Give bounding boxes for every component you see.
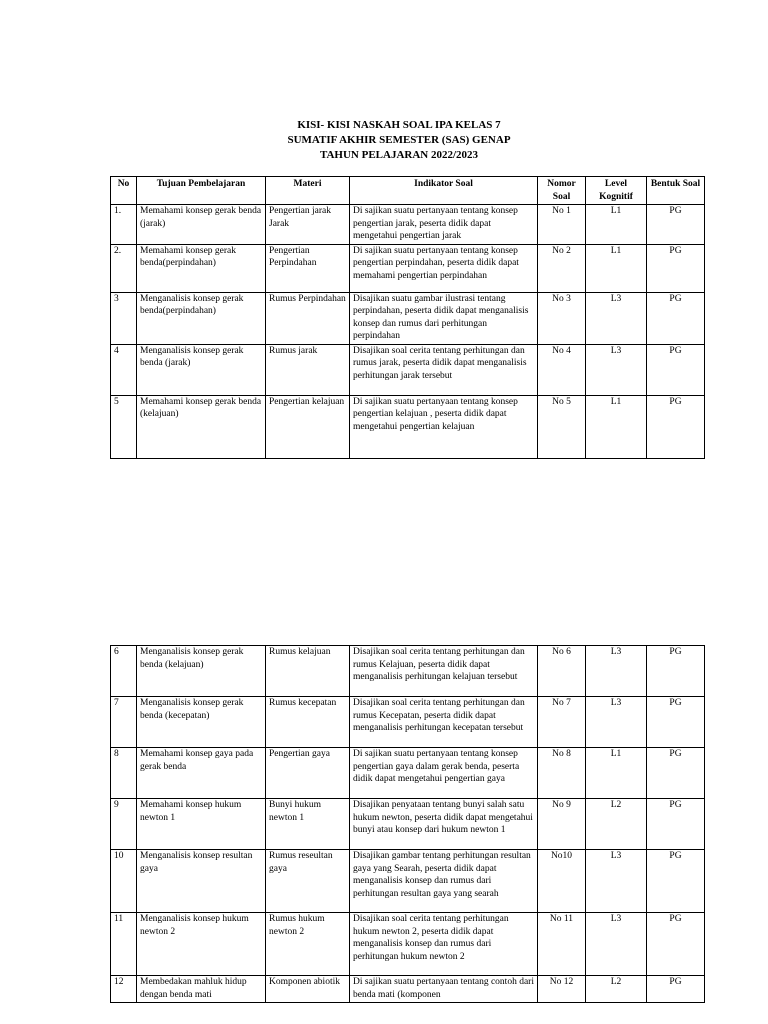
title-line-3: TAHUN PELAJARAN 2022/2023 — [319, 149, 479, 161]
cell-bentuk: PG — [647, 244, 705, 292]
cell-tujuan: Menganalisis konsep gerak benda(perpindahan) — [137, 292, 266, 344]
header-materi: Materi — [266, 177, 350, 205]
cell-level: L3 — [586, 850, 647, 913]
cell-indikator: Disajikan penyataan tentang bunyi salah satu hukum newton, peserta didik dapat mengetahui bunyi atau konsep dari hukum newton 1 — [350, 799, 538, 850]
title-line-1: KISI- KISI NASKAH SOAL IPA KELAS 7 — [297, 119, 501, 131]
title-line-2: SUMATIF AKHIR SEMESTER (SAS) GENAP — [287, 134, 511, 146]
cell-level: L1 — [586, 205, 647, 245]
cell-indikator: Disajikan gambar tentang perhitungan resultan gaya yang Searah, peserta didik dapat menganalisis konsep dan rumus dari perhitungan resultan gaya yang searah — [350, 850, 538, 913]
cell-materi: Bunyi hukum newton 1 — [266, 799, 350, 850]
cell-no: 9 — [111, 799, 137, 850]
cell-bentuk: PG — [647, 646, 705, 697]
cell-no: 1. — [111, 205, 137, 245]
cell-tujuan: Menganalisis konsep gerak benda (jarak) — [137, 344, 266, 395]
cell-indikator: Disajikan soal cerita tentang perhitungan hukum newton 2, peserta didik dapat menganalisis konsep dan rumus dari perhitungan hukum newton 2 — [350, 913, 538, 976]
cell-materi: Pengertian Perpindahan — [266, 244, 350, 292]
cell-bentuk: PG — [647, 292, 705, 344]
cell-tujuan: Menganalisis konsep gerak benda (kelajuan) — [137, 646, 266, 697]
table-row — [111, 395, 705, 458]
cell-no: 10 — [111, 850, 137, 913]
header-bentuk-soal: Bentuk Soal — [647, 177, 705, 205]
cell-bentuk: PG — [647, 799, 705, 850]
cell-bentuk: PG — [647, 395, 705, 458]
cell-bentuk: PG — [647, 748, 705, 799]
header-indikator: Indikator Soal — [350, 177, 538, 205]
cell-materi: Pengertian gaya — [266, 748, 350, 799]
cell-level: L1 — [586, 748, 647, 799]
cell-nomor-soal: No 3 — [538, 292, 586, 344]
cell-level: L2 — [586, 799, 647, 850]
cell-materi: Rumus kecepatan — [266, 697, 350, 748]
cell-bentuk: PG — [647, 913, 705, 976]
cell-no: 5 — [111, 395, 137, 458]
cell-no: 7 — [111, 697, 137, 748]
cell-no: 2. — [111, 244, 137, 292]
cell-indikator: Di sajikan suatu pertanyaan tentang konsep pengertian jarak, peserta didik dapat mengetahui pengertian jarak — [350, 205, 538, 245]
cell-level: L1 — [586, 244, 647, 292]
header-nomor-soal: Nomor Soal — [538, 177, 586, 205]
table-row — [111, 748, 705, 799]
cell-materi: Pengertian kelajuan — [266, 395, 350, 458]
cell-no: 4 — [111, 344, 137, 395]
cell-nomor-soal: No 1 — [538, 205, 586, 245]
cell-nomor-soal: No 7 — [538, 697, 586, 748]
table-row — [111, 646, 705, 697]
cell-no: 8 — [111, 748, 137, 799]
cell-level: L1 — [586, 395, 647, 458]
cell-nomor-soal: No 11 — [538, 913, 586, 976]
cell-nomor-soal: No 5 — [538, 395, 586, 458]
cell-tujuan: Menganalisis konsep hukum newton 2 — [137, 913, 266, 976]
cell-bentuk: PG — [647, 205, 705, 245]
table-row — [111, 913, 705, 976]
cell-tujuan: Membedakan mahluk hidup dengan benda mati — [137, 976, 266, 1003]
cell-materi: Rumus hukum newton 2 — [266, 913, 350, 976]
cell-indikator: Disajikan soal cerita tentang perhitungan dan rumus Kelajuan, peserta didik dapat menganalisis perhitungan kelajuan tersebut — [350, 646, 538, 697]
cell-bentuk: PG — [647, 697, 705, 748]
cell-no: 12 — [111, 976, 137, 1003]
cell-no: 11 — [111, 913, 137, 976]
cell-indikator: Di sajikan suatu pertanyaan tentang contoh dari benda mati (komponen — [350, 976, 538, 1003]
cell-tujuan: Memahami konsep gerak benda(perpindahan) — [137, 244, 266, 292]
cell-tujuan: Menganalisis konsep resultan gaya — [137, 850, 266, 913]
cell-nomor-soal: No 6 — [538, 646, 586, 697]
cell-materi: Rumus Perpindahan — [266, 292, 350, 344]
cell-indikator: Disajikan soal cerita tentang perhitungan dan rumus Kecepatan, peserta didik dapat menganalisis perhitungan kecepatan tersebut — [350, 697, 538, 748]
cell-materi: Rumus jarak — [266, 344, 350, 395]
table-row — [111, 976, 705, 1003]
cell-tujuan: Memahami konsep gerak benda (kelajuan) — [137, 395, 266, 458]
cell-indikator: Di sajikan suatu pertanyaan tentang konsep pengertian gaya dalam gerak benda, peserta didik dapat mengetahui pengertian gaya — [350, 748, 538, 799]
cell-level: L3 — [586, 344, 647, 395]
cell-bentuk: PG — [647, 850, 705, 913]
table-row — [111, 344, 705, 395]
table-row — [111, 205, 705, 245]
cell-level: L3 — [586, 697, 647, 748]
kisi-table-page-1 — [110, 176, 705, 459]
cell-nomor-soal: No 8 — [538, 748, 586, 799]
header-level-kognitif: Level Kognitif — [586, 177, 647, 205]
cell-level: L3 — [586, 292, 647, 344]
table-row — [111, 697, 705, 748]
cell-materi: Pengertian jarak Jarak — [266, 205, 350, 245]
kisi-table-page-2 — [110, 645, 705, 1003]
cell-no: 6 — [111, 646, 137, 697]
cell-materi: Rumus reseultan gaya — [266, 850, 350, 913]
cell-nomor-soal: No10 — [538, 850, 586, 913]
table-row — [111, 799, 705, 850]
cell-level: L3 — [586, 913, 647, 976]
cell-tujuan: Menganalisis konsep gerak benda (kecepatan) — [137, 697, 266, 748]
header-no: No — [111, 177, 137, 205]
table-row — [111, 850, 705, 913]
table-header-row — [111, 177, 705, 205]
cell-nomor-soal: No 2 — [538, 244, 586, 292]
cell-tujuan: Memahami konsep gaya pada gerak benda — [137, 748, 266, 799]
cell-nomor-soal: No 12 — [538, 976, 586, 1003]
cell-indikator: Disajikan soal cerita tentang perhitungan dan rumus jarak, peserta didik dapat menganalisis perhitungan jarak tersebut — [350, 344, 538, 395]
cell-materi: Rumus kelajuan — [266, 646, 350, 697]
cell-tujuan: Memahami konsep gerak benda (jarak) — [137, 205, 266, 245]
cell-indikator: Di sajikan suatu pertanyaan tentang konsep pengertian kelajuan , peserta didik dapat mengetahui pengertian kelajuan — [350, 395, 538, 458]
cell-no: 3 — [111, 292, 137, 344]
cell-tujuan: Memahami konsep hukum newton 1 — [137, 799, 266, 850]
header-tujuan: Tujuan Pembelajaran — [137, 177, 266, 205]
cell-indikator: Disajikan suatu gambar ilustrasi tentang perpindahan, peserta didik dapat menganalisis konsep dan rumus dari perhitungan perpindahan — [350, 292, 538, 344]
cell-bentuk: PG — [647, 344, 705, 395]
cell-level: L2 — [586, 976, 647, 1003]
document-title — [0, 118, 768, 163]
cell-level: L3 — [586, 646, 647, 697]
cell-bentuk: PG — [647, 976, 705, 1003]
cell-nomor-soal: No 4 — [538, 344, 586, 395]
table-row — [111, 244, 705, 292]
cell-materi: Komponen abiotik — [266, 976, 350, 1003]
table-row — [111, 292, 705, 344]
cell-nomor-soal: No 9 — [538, 799, 586, 850]
cell-indikator: Di sajikan suatu pertanyaan tentang konsep pengertian perpindahan, peserta didik dapat memahami pengertian perpindahan — [350, 244, 538, 292]
